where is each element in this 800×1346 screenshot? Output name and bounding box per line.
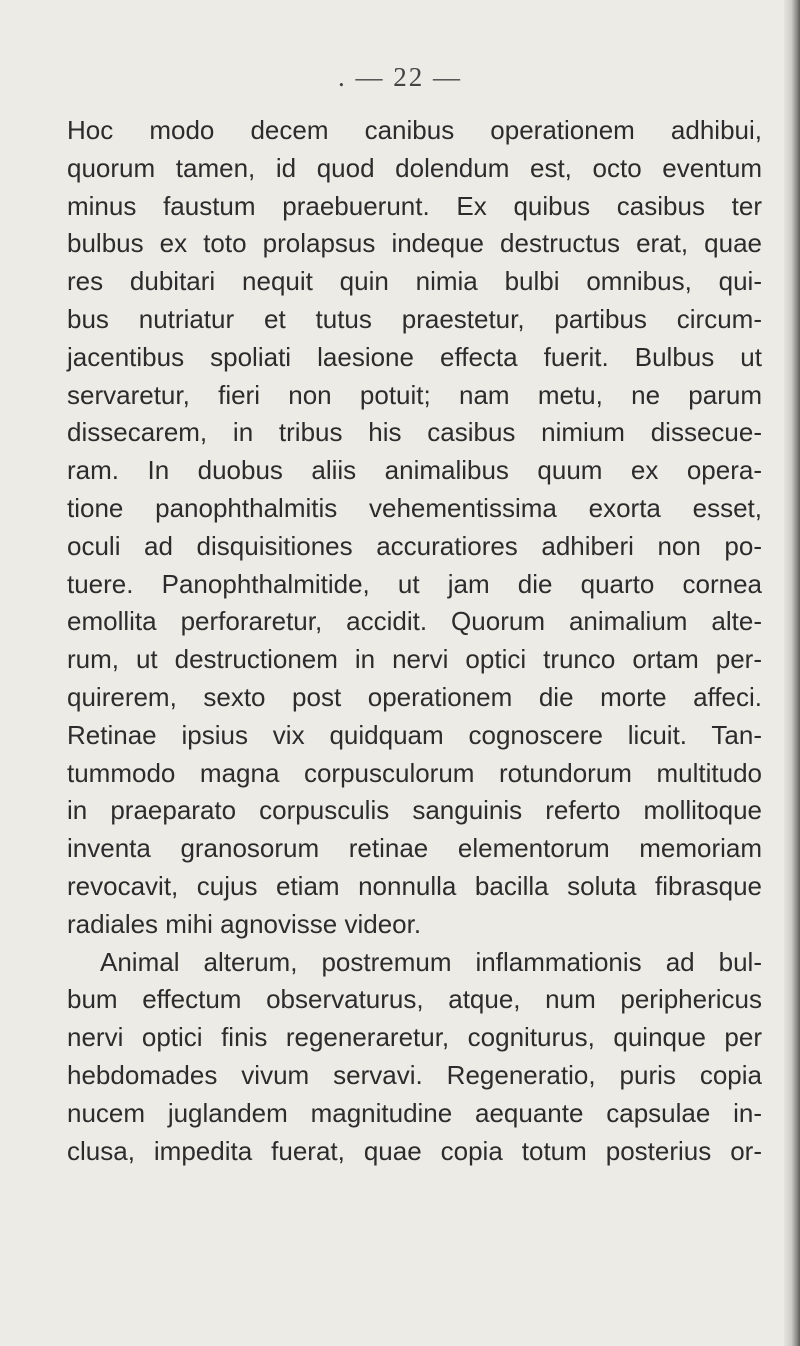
text-line: res dubitari nequit quin nimia bulbi omnibus, qui- — [67, 266, 762, 297]
text-line: quorum tamen, id quod dolendum est, octo eventum — [67, 152, 762, 183]
text-line: tuere. Panophthalmitide, ut jam die quarto cornea — [67, 568, 762, 599]
text-line: emollita perforaretur, accidit. Quorum animalium alte- — [67, 606, 762, 637]
text-line: nucem juglandem magnitudine aequante capsulae in- — [67, 1097, 762, 1128]
text-line: Animal alterum, postremum inflammationis ad bul- — [100, 946, 762, 977]
page-edge-shadow — [784, 0, 800, 1346]
text-line: Retinae ipsius vix quidquam cognoscere licuit. Tan- — [67, 719, 762, 750]
text-line: hebdomades vivum servavi. Regeneratio, puris copia — [67, 1059, 762, 1090]
text-line: bum effectum observaturus, atque, num periphericus — [67, 984, 762, 1015]
text-line: tummodo magna corpusculorum rotundorum multitudo — [67, 757, 762, 788]
text-line: bus nutriatur et tutus praestetur, partibus circum- — [67, 303, 762, 334]
text-line: tione panophthalmitis vehementissima exorta esset, — [67, 492, 762, 523]
text-line: radiales mihi agnovisse videor. — [67, 908, 422, 939]
text-line: in praeparato corpusculis sanguinis referto mollitoque — [67, 795, 762, 826]
text-line: bulbus ex toto prolapsus indeque destructus erat, quae — [67, 228, 762, 259]
page-number-header: . — 22 — — [338, 62, 462, 92]
text-line: rum, ut destructionem in nervi optici trunco ortam per- — [67, 644, 762, 675]
text-line: inventa granosorum retinae elementorum memoriam — [67, 833, 762, 864]
text-line: dissecarem, in tribus his casibus nimium dissecue- — [67, 417, 762, 448]
text-line: quirerem, sexto post operationem die morte affeci. — [67, 681, 762, 712]
text-line: clusa, impedita fuerat, quae copia totum posterius or- — [67, 1135, 762, 1166]
text-line: servaretur, fieri non potuit; nam metu, ne parum — [67, 379, 762, 410]
text-line: ram. In duobus aliis animalibus quum ex opera- — [67, 455, 762, 486]
text-line: oculi ad disquisitiones accuratiores adhiberi non po- — [67, 530, 762, 561]
text-line: revocavit, cujus etiam nonnulla bacilla soluta fibrasque — [67, 870, 762, 901]
text-line: nervi optici finis regeneraretur, cogniturus, quinque per — [67, 1022, 762, 1053]
text-line: jacentibus spoliati laesione effecta fuerit. Bulbus ut — [67, 341, 762, 372]
text-line: Hoc modo decem canibus operationem adhibui, — [67, 115, 762, 145]
text-line: minus faustum praebuerunt. Ex quibus casibus ter — [67, 190, 762, 221]
body-text — [67, 112, 762, 1170]
